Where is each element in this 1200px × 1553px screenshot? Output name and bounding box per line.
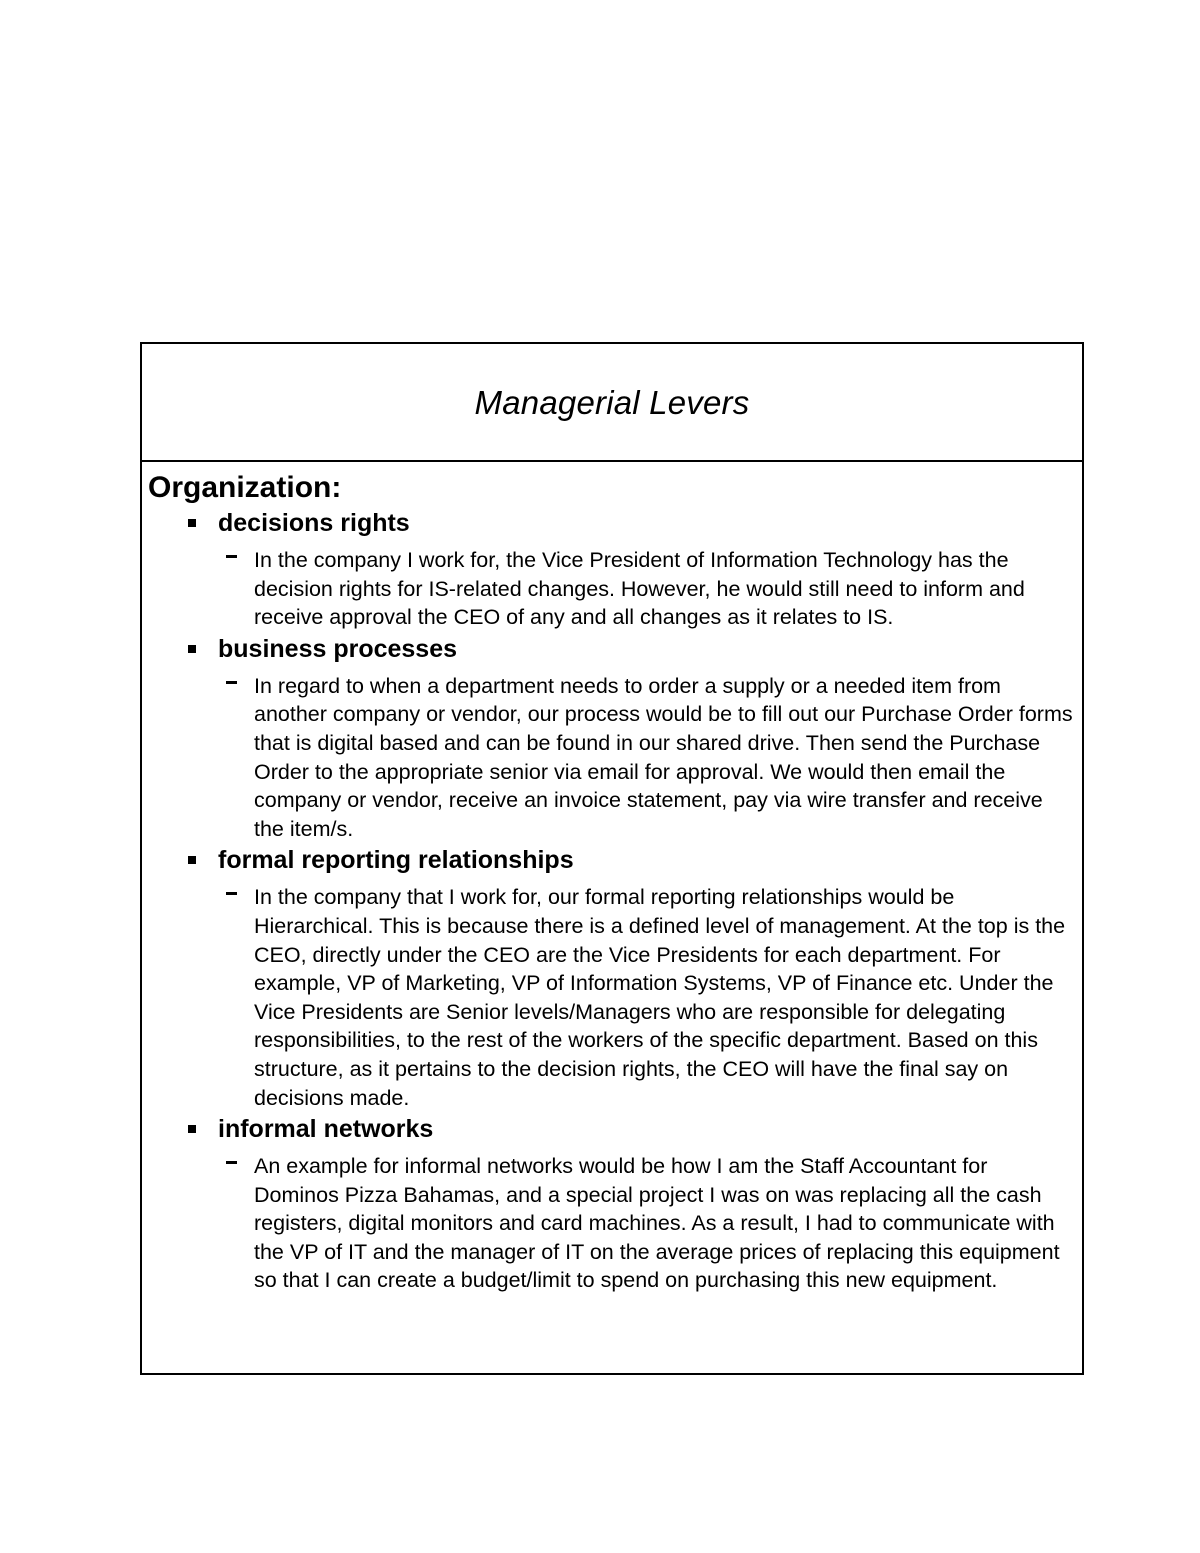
square-bullet-icon bbox=[188, 519, 196, 527]
title-cell bbox=[142, 344, 1082, 462]
square-bullet-icon bbox=[188, 1125, 196, 1133]
lever-heading-row bbox=[148, 506, 1082, 540]
lever-formal-reporting-relationships bbox=[148, 843, 1082, 1112]
lever-body bbox=[148, 546, 1082, 632]
lever-decision-rights bbox=[148, 506, 1082, 632]
lever-text: An example for informal networks would be how I am the Staff Accountant for Dominos Pizza Bahamas, and a special project I was on was replacing all the cash registers, digital monitors and card machines. As a result, I had to communicate with the VP of IT and the manager of IT on the average prices of replacing this equipment so that I can create a budget/limit to spend on purchasing this new equipment. bbox=[254, 1154, 1060, 1293]
lever-text: In the company that I work for, our formal reporting relationships would be Hierarchical. This is because there is a defined level of management. At the top is the CEO, directly under the CEO are the Vice Presidents for each department. For example, VP of Marketing, VP of Information Systems, VP of Finance etc. Under the Vice Presidents are Senior levels/Managers who are responsible for delegating responsibilities, to the rest of the workers of the specific department. Based on this structure, as it pertains to the decision rights, the CEO will have the final say on decisions made. bbox=[254, 885, 1066, 1110]
lever-heading: informal networks bbox=[218, 1115, 434, 1144]
document-title: Managerial Levers bbox=[474, 384, 750, 421]
lever-heading: decisions rights bbox=[218, 509, 410, 537]
lever-body bbox=[148, 1152, 1082, 1295]
managerial-levers-table bbox=[140, 342, 1084, 1375]
lever-text: In regard to when a department needs to order a supply or a needed item from another company or vendor, our process would be to fill out our Purchase Order forms that is digital based and can be found in our shared drive. Then send the Purchase Order to the appropriate senior via email for approval. We would then email the company or vendor, receive an invoice statement, pay via wire transfer and receive the item/s. bbox=[254, 673, 1073, 841]
lever-text: In the company I work for, the Vice President of Information Technology has the decision rights for IS-related changes. However, he would still need to inform and receive approval the CEO of any and all changes as it relates to IS. bbox=[254, 548, 1025, 630]
lever-heading-row bbox=[148, 843, 1082, 877]
lever-heading-row bbox=[148, 1112, 1082, 1146]
levers-list bbox=[148, 506, 1082, 1295]
lever-heading-row bbox=[148, 632, 1082, 666]
square-bullet-icon bbox=[188, 856, 196, 864]
dash-bullet-icon bbox=[226, 892, 237, 895]
lever-body bbox=[148, 883, 1082, 1112]
lever-body bbox=[148, 672, 1082, 844]
section-heading: Organization: bbox=[148, 471, 342, 504]
lever-heading: business processes bbox=[218, 634, 458, 663]
lever-business-processes bbox=[148, 632, 1082, 844]
dash-bullet-icon bbox=[226, 555, 237, 558]
dash-bullet-icon bbox=[226, 1161, 237, 1164]
lever-informal-networks bbox=[148, 1112, 1082, 1295]
dash-bullet-icon bbox=[226, 681, 237, 684]
content-cell bbox=[142, 462, 1082, 1295]
square-bullet-icon bbox=[188, 645, 196, 653]
lever-heading: formal reporting relationships bbox=[218, 846, 574, 875]
